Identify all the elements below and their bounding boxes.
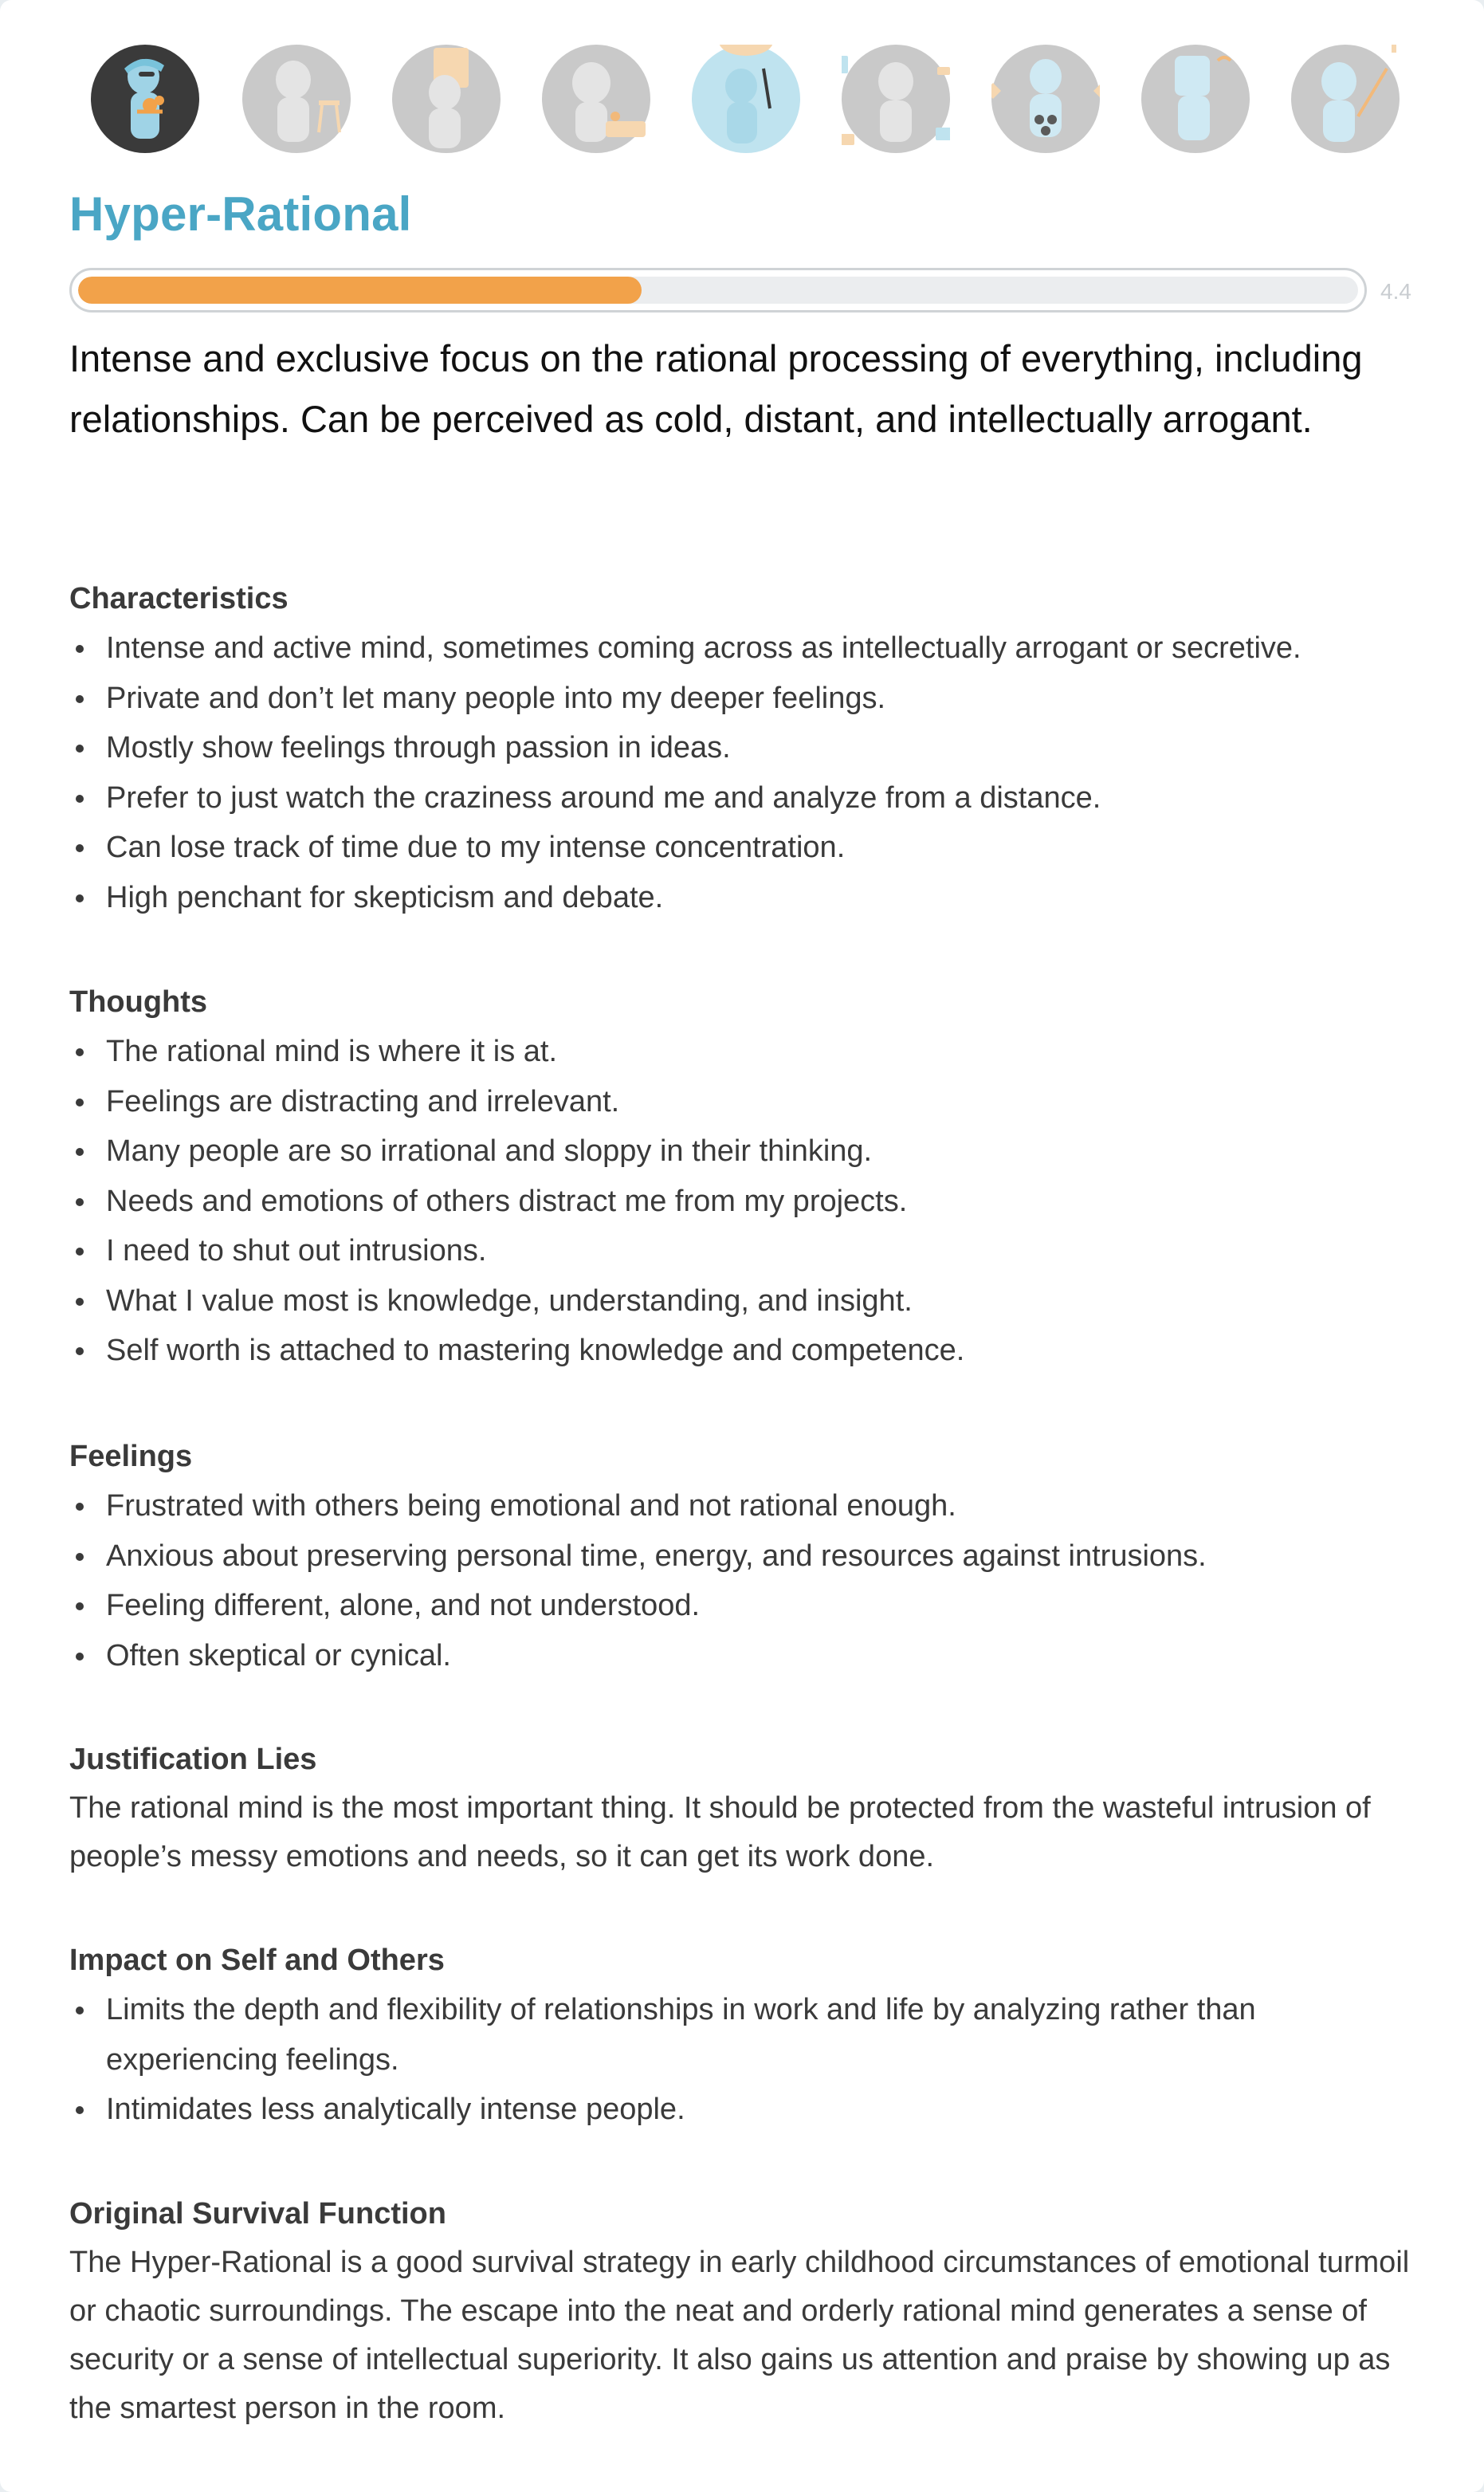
list-item: Feeling different, alone, and not understood. [106,1581,1207,1631]
avatar-6[interactable] [842,45,950,153]
section-heading: Characteristics [69,582,289,615]
list-item: The rational mind is where it is at. [106,1027,964,1077]
figure-icon [1141,45,1250,153]
list-item: Needs and emotions of others distract me from my projects. [106,1177,964,1227]
section-paragraph: The rational mind is the most important thing. It should be protected from the wasteful intrusion of people’s messy emotions and needs, so it can get its work done. [69,1791,1371,1873]
section-paragraph: The Hyper-Rational is a good survival strategy in early childhood circumstances of emotional turmoil or chaotic surroundings. The escape into the neat and orderly rational mind generates a sense of security or a sense of intellectual superiority. It also gains us attention and praise by showing up as the smartest person in the room. [69,2246,1410,2425]
list-item: Many people are so irrational and sloppy in their thinking. [106,1126,964,1177]
list-item: Prefer to just watch the craziness around me and analyze from a distance. [106,773,1301,823]
list-item: Limits the depth and flexibility of relationships in work and life by analyzing rather than experiencing feelings. [106,1985,1424,2085]
list-item: Intimidates less analytically intense people. [106,2085,1424,2135]
impact-list [69,1985,1424,2135]
avatar-4[interactable] [542,45,650,153]
origin-section [69,2189,1424,2433]
list-item: Mostly show feelings through passion in ideas. [106,723,1301,773]
list-item: Anxious about preserving personal time, energy, and resources against intrusions. [106,1531,1207,1582]
summary-text: Intense and exclusive focus on the rational processing of everything, including relationships. Can be perceived as cold, distant, and intellectually arrogant. [69,337,1363,440]
list-item: Self worth is attached to mastering knowledge and competence. [106,1326,964,1376]
figure-icon [392,45,501,153]
progress-track [78,277,1358,304]
avatar-2[interactable] [242,45,351,153]
figure-icon [1291,45,1400,153]
avatar-strip [86,40,1425,175]
list-item: Feelings are distracting and irrelevant. [106,1077,964,1127]
list-item: I need to shut out intrusions. [106,1226,964,1276]
figure-icon [842,45,950,153]
section-heading: Original Survival Function [69,2197,446,2231]
section-heading: Thoughts [69,985,208,1019]
avatar-3[interactable] [392,45,501,153]
impact-section [69,1936,1424,2135]
figure-icon [542,45,650,153]
list-item: What I value most is knowledge, understanding, and insight. [106,1276,964,1327]
score-value: 4.4 [1380,279,1411,304]
list-item: Frustrated with others being emotional and not rational enough. [106,1481,1207,1531]
list-item: Intense and active mind, sometimes coming across as intellectually arrogant or secretive. [106,623,1301,674]
characteristics-section [69,574,1301,922]
figure-icon [692,45,800,153]
justification-section [69,1735,1424,1881]
list-item: High penchant for skepticism and debate. [106,873,1301,923]
avatar-9[interactable] [1291,45,1400,153]
score-progress-bar [69,268,1367,312]
list-item: Can lose track of time due to my intense concentration. [106,823,1301,873]
section-heading: Impact on Self and Others [69,1944,445,1977]
feelings-list [69,1481,1207,1680]
progress-fill [78,277,642,304]
list-item: Private and don’t let many people into my deeper feelings. [106,674,1301,724]
feelings-section [69,1432,1207,1680]
avatar-5[interactable] [692,45,800,153]
characteristics-list [69,623,1301,922]
section-heading: Justification Lies [69,1743,317,1776]
avatar-hyper-rational[interactable] [91,45,199,153]
list-item: Often skeptical or cynical. [106,1631,1207,1681]
avatar-7[interactable] [991,45,1100,153]
figure-icon [991,45,1100,153]
thoughts-list [69,1027,964,1376]
hyper-rational-figure-icon [91,45,199,153]
thoughts-section [69,977,964,1376]
avatar-8[interactable] [1141,45,1250,153]
page-title: Hyper-Rational [69,187,412,241]
section-heading: Feelings [69,1440,193,1473]
figure-icon [242,45,351,153]
